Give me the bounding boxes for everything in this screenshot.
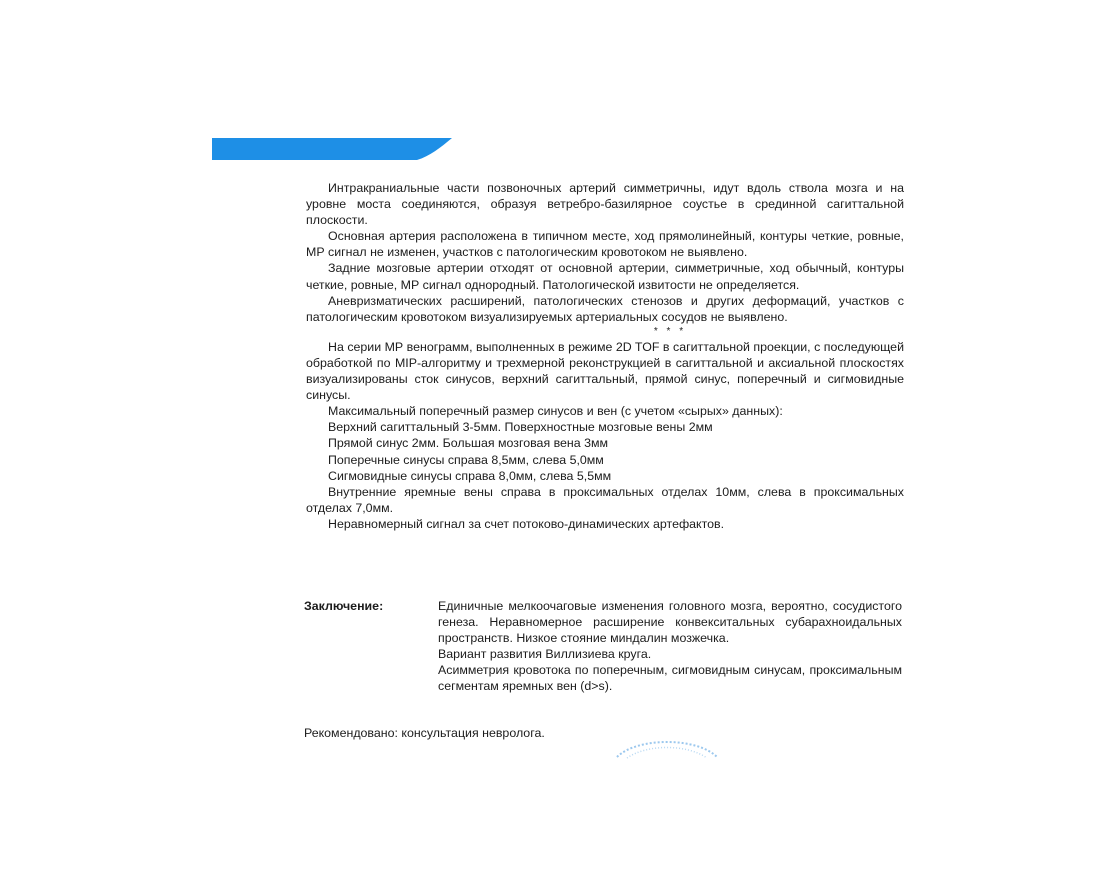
section-separator: * * * [653,325,687,337]
paragraph-max-size: Максимальный поперечный размер синусов и вен (с учетом «сырых» данных): [328,404,783,419]
paragraph-posterior-arteries: Задние мозговые артерии отходят от основной артерии, симметричные, ход обычный, контуры четкие, ровные, МР сигнал однородный. Патологической извитости не определяется. [306,261,904,292]
conclusion-item-1: Единичные мелкоочаговые изменения головного мозга, вероятно, сосудистого генеза. Неравномерное расширение конвекситальных субарахноидальных пространств. Низкое стояние миндалин мозжечка. [438,599,902,646]
paragraph-vertebral-arteries: Интракраниальные части позвоночных артерий симметричны, идут вдоль ствола мозга и на уровне моста соединяются, образуя ветребро-базилярное соустье в срединной сагиттальной плоскости. [306,181,904,228]
line-straight-sinus: Прямой синус 2мм. Большая мозговая вена 3мм [328,436,609,451]
line-sigmoid-sinuses: Сигмовидные синусы справа 8,0мм, слева 5,5мм [328,468,612,483]
paragraph-venogram-intro: На серии МР венограмм, выполненных в режиме 2D TOF в сагиттальной проекции, с последующей обработкой по MIP-алгоритму и трехмерной реконструкцией в сагиттальной и аксиальной плоскостях визуализированы сток синусов, верхний сагиттальный, прямой синус, поперечный и сигмовидные синусы. [306,339,904,403]
header-blue-band [212,138,452,160]
stamp-mark [612,735,722,759]
line-transverse-sinuses: Поперечные синусы справа 8,5мм, слева 5,0мм [328,452,604,467]
line-superior-sagittal: Верхний сагиттальный 3-5мм. Поверхностные мозговые вены 2мм [328,420,713,435]
line-jugular-veins: Внутренние яремные вены справа в проксимальных отделах 10мм, слева в проксимальных отделах 7,0мм. [306,484,904,515]
paragraph-basilar-artery: Основная артерия расположена в типичном месте, ход прямолинейный, контуры четкие, ровные, МР сигнал не изменен, участков с патологическим кровотоком не выявлено. [306,229,904,260]
line-signal: Неравномерный сигнал за счет потоково-динамических артефактов. [328,516,725,531]
paragraph-aneurysms: Аневризматических расширений, патологических стенозов и других деформаций, участков с патологическим кровотоком визуализируемых артериальных сосудов не выявлено. [306,293,904,324]
conclusion-label: Заключение: [304,599,384,613]
conclusion-item-3: Асимметрия кровотока по поперечным, сигмовидным синусам, проксимальным сегментам яремных вен (d>s). [438,663,902,694]
report-body [306,180,904,532]
conclusion-item-2: Вариант развития Виллизиева круга. [438,647,652,662]
conclusion-items [438,598,902,695]
recommendation: Рекомендовано: консультация невролога. [304,726,545,740]
